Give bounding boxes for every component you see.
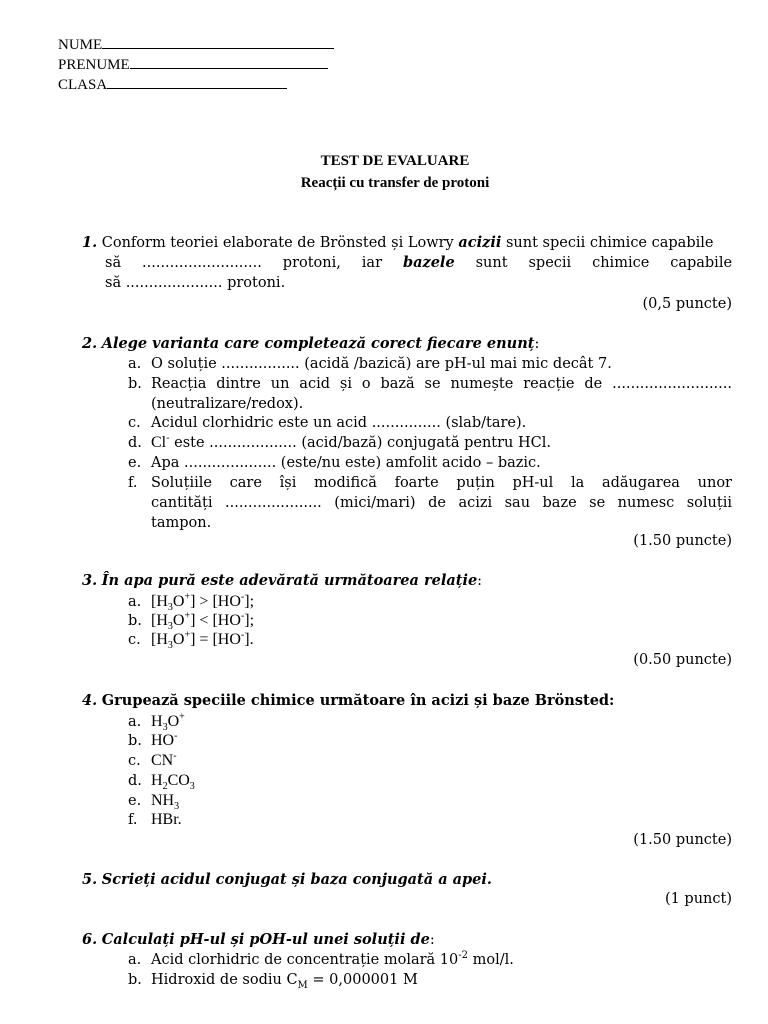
question-4-points: (1.50 puncte) (633, 832, 732, 848)
question-1-line-2: să .......................... protoni, iar bazele sunt specii chimice capabile (105, 254, 733, 271)
bazele-term: bazele (402, 254, 455, 271)
question-1 (82, 233, 732, 293)
question-4-number: 4. (82, 692, 98, 709)
question-4-title: Grupează speciile chimice următoare în acizi și baze Brönsted: (101, 692, 615, 709)
test-subtitle: Reacții cu transfer de protoni (300, 175, 490, 191)
question-5-number: 5. (82, 871, 98, 888)
question-2-points: (1.50 puncte) (633, 533, 732, 549)
surname-blank[interactable] (130, 54, 328, 69)
question-2-number: 2. (82, 335, 98, 352)
question-1-line-3: să ..................... protoni. (105, 275, 286, 291)
name-blank[interactable] (102, 34, 334, 49)
surname-field[interactable] (58, 54, 328, 74)
answer-blank: .......................... (142, 255, 262, 271)
question-3-number: 3. (82, 572, 98, 589)
question-5-title: Scrieți acidul conjugat și baza conjugată a apei. (101, 871, 492, 888)
question-2-heading: 2. Alege varianta care completează corect fiecare enunț: (82, 335, 540, 352)
question-3-points: (0.50 puncte) (633, 652, 732, 668)
question-1-text-b: sunt specii chimice capabile (505, 235, 714, 251)
question-6-heading: 6. Calculați pH-ul și pOH-ul unei soluții de: (82, 931, 435, 948)
question-1-points: (0,5 puncte) (642, 296, 732, 312)
name-label: NUME (58, 37, 103, 53)
test-title: TEST DE EVALUARE (320, 153, 470, 169)
question-1-number: 1. (82, 234, 98, 251)
question-6-number: 6. (82, 931, 98, 948)
class-label: CLASA (58, 77, 108, 93)
class-blank[interactable] (107, 74, 287, 89)
document-page: NUME PRENUME CLASA TEST DE EVALUARE Reacții cu transfer de protoni 1. Conform teoriei elaborate de Brönsted și Lowry acizii sunt specii chimice capabile să .......................... protoni, iar bazele sunt specii chimice capabile să ..................... protoni. (0,5 puncte) 2. Alege varianta care completează corect fiecare enunț: a. O soluție ................. (acidă /bazică) are pH-ul mai mic decât 7. b. Reacția dintre un acid și o bază se numește reacție de .......................... (neutralizare/redox). c. Acidul clorhidric este un acid ............... (slab/tare). d. Cl- este ................... (acid/bază) conjugată pentru HCl. e. Apa .................... (este/nu este) amfolit acido – bazic. f. Soluțiile care își modifică foarte puțin pH-ul la adăugarea unor cantități ..................... (mici/mari) de acizi sau baze se numesc soluții tampon. (1.50 puncte) 3. În apa pură este adevărată următoarea relație: a. $[H_3O^+] > [HO^-]$; b. $[H_3O^+] < [HO^-]$; c. $[H_3O^+] = [HO^-]$. (0.50 puncte) 4. Grupează speciile chimice următoare în acizi și baze Brönsted: a. $H_3O^+$ b. HO- c. CN- d. $H_2CO_3$ e. $NH_3$ f. HBr. (1.50 puncte) 5. Scrieți acidul conjugat și baza conjugată a apei. (1 punct) 6. Calculați pH-ul și pOH-ul unei soluții de: a. Acid clorhidric de concentrație molară $10^{-2}$ mol/l. b. Hidroxid de sodiu $C_M = 0,000001$ M (0, 0, 768, 1024)
question-3-title: În apa pură este adevărată următoarea relație (101, 572, 478, 589)
surname-label: PRENUME (58, 57, 130, 73)
question-5-points: (1 punct) (664, 891, 732, 907)
question-2-title: Alege varianta care completează corect fiecare enunț (101, 335, 535, 352)
question-4-heading (82, 691, 732, 711)
question-5-heading (82, 870, 732, 890)
question-3-heading: 3. În apa pură este adevărată următoarea relație: (82, 572, 483, 589)
question-1-text-a: Conform teoriei elaborate de Brönsted și Lowry (101, 235, 454, 251)
name-field[interactable] (58, 34, 334, 54)
class-field[interactable] (58, 74, 287, 94)
acizi-term: acizii (458, 234, 502, 251)
question-6-title: Calculați pH-ul și pOH-ul unei soluții de (101, 931, 430, 948)
